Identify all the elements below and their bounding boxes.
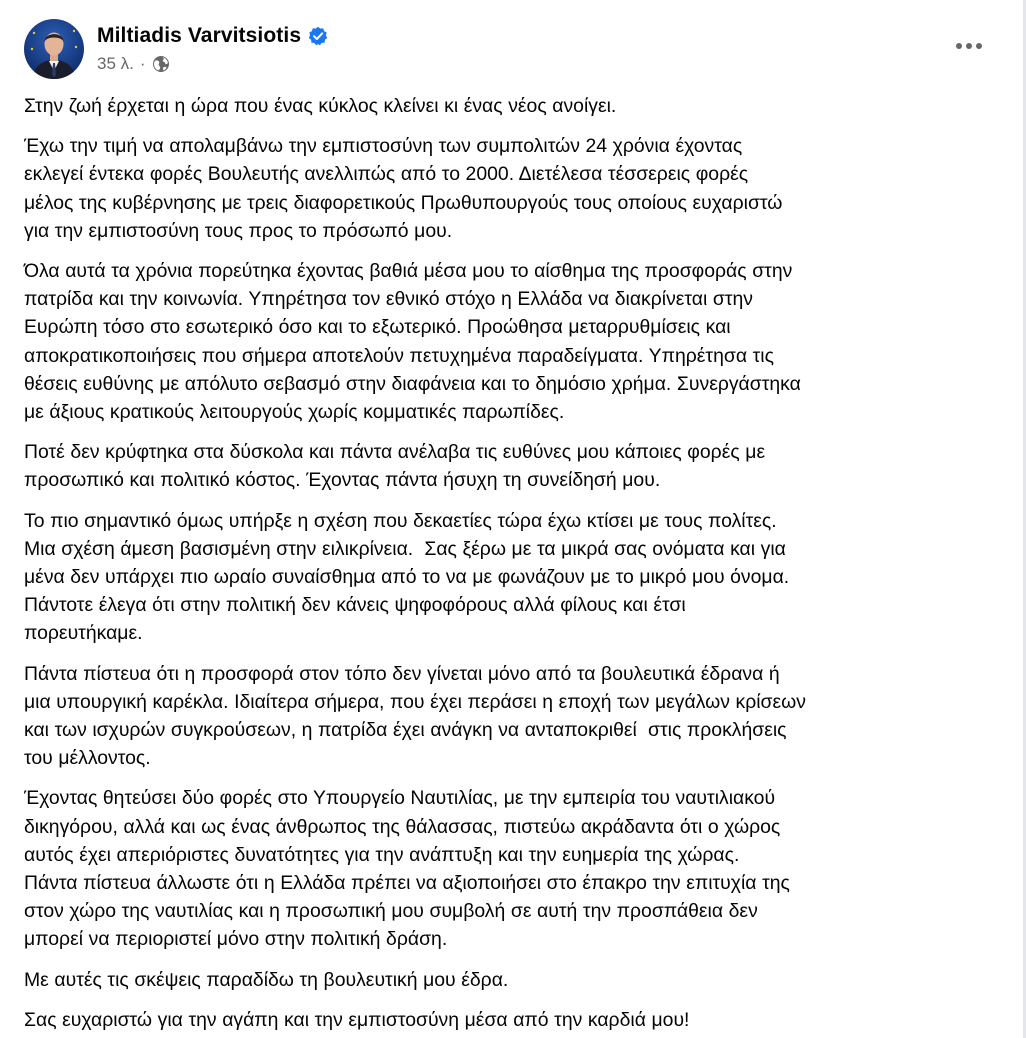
post-paragraph: Έχοντας θητεύσει δύο φορές στο Υπουργείο Ναυτιλίας, με την εμπειρία του ναυτιλιακού δικηγόρου, αλλά και ως ένας άνθρωπος της θάλασσας, πιστεύω ακράδαντα ότι ο χώρος αυτός έχει απεριόριστες δυνατότητες για την ανάπτυξη και την ευημερία της χώρας. Πάντα πίστευα άλλωστε ότι η Ελλάδα πρέπει να αξιοποιήσει στο έπακρο την επιτυχία της στον χώρο της ναυτιλίας και η προσωπική μου συμβολή σε αυτή την προσπάθεια δεν μπορεί να περιοριστεί μόνο στην πολιτική δράση. [24,787,790,951]
post-paragraph: Όλα αυτά τα χρόνια πορεύτηκα έχοντας βαθιά μέσα μου το αίσθημα της προσφοράς στην πατρίδα και την κοινωνία. Υπηρέτησα τον εθνικό στόχο η Ελλάδα να διακρίνεται στην Ευρώπη τόσο στο εσωτερικό όσο και το εξωτερικό. Προώθησα μεταρρυθμίσεις και αποκρατικοποιήσεις που σήμερα αποτελούν πετυχημένα παραδείγματα. Υπηρέτησα τις θέσεις ευθύνης με απόλυτο σεβασμό στην διαφάνεια και το δημόσιο χρήμα. Συνεργάστηκα με άξιους κρατικούς λειτουργούς χωρίς κομματικές παρωπίδες. [24,260,801,424]
globe-icon[interactable] [152,55,170,73]
more-options-icon [955,42,983,50]
post-body [24,92,999,1034]
post-meta [97,22,328,76]
post-paragraph: Σας ευχαριστώ για την αγάπη και την εμπιστοσύνη μέσα από την καρδιά μου! [24,1008,690,1031]
post-paragraph: Το πιο σημαντικό όμως υπήρξε η σχέση που δεκαετίες τώρα έχω κτίσει με τους πολίτες. Μια σχέση άμεση βασισμένη στην ειλικρίνεια. Σας ξέρω με τα μικρά σας ονόματα και για μένα δεν υπάρχει πιο ωραίο συναίσθημα από το να με φωνάζουν με το μικρό μου όνομα. Πάντοτε έλεγα ότι στην πολιτική δεν κάνεις ψηφοφόρους αλλά φίλους και έτσι πορευτήκαμε. [24,509,790,645]
post-paragraph: Ποτέ δεν κρύφτηκα στα δύσκολα και πάντα ανέλαβα τις ευθύνες μου κάποιες φορές με προσωπικό και πολιτικό κόστος. Έχοντας πάντα ήσυχη τη συνείδησή μου. [24,441,766,492]
author-name[interactable]: Miltiadis Varvitsiotis [97,24,302,47]
author-name-row [97,22,328,50]
avatar-portrait-icon [24,19,84,79]
post-paragraph: Έχω την τιμή να απολαμβάνω την εμπιστοσύνη των συμπολιτών 24 χρόνια έχοντας εκλεγεί έντεκα φορές Βουλευτής ανελλιπώς από το 2000. Διετέλεσα τέσσερεις φορές μέλος της κυβέρνησης με τρεις διαφορετικούς Πρωθυπουργούς τους οποίους ευχαριστώ για την εμπιστοσύνη τους προς το πρόσωπό μου. [24,135,783,242]
author-avatar[interactable] [24,19,84,79]
post-paragraph: Στην ζωή έρχεται η ώρα που ένας κύκλος κλείνει κι ένας νέος ανοίγει. [24,95,617,117]
post-sub-row [97,52,328,76]
more-options-button[interactable] [949,28,989,64]
post-paragraph: Με αυτές τις σκέψεις παραδίδω τη βουλευτική μου έδρα. [24,968,509,991]
post-header [24,19,328,79]
post-paragraph: Πάντα πίστευα ότι η προσφορά στον τόπο δεν γίνεται μόνο από τα βουλευτικά έδρανα ή μια υπουργική καρέκλα. Ιδιαίτερα σήμερα, που έχει περάσει η εποχή των μεγάλων κρίσεων και των ισχυρών συγκρούσεων, η πατρίδα έχει ανάγκη να ανταποκριθεί στις προκλήσεις του μέλλοντος. [24,662,807,770]
verified-badge-icon [308,26,328,46]
post-timestamp[interactable]: 35 λ. [97,54,134,73]
meta-separator: · [139,54,146,73]
